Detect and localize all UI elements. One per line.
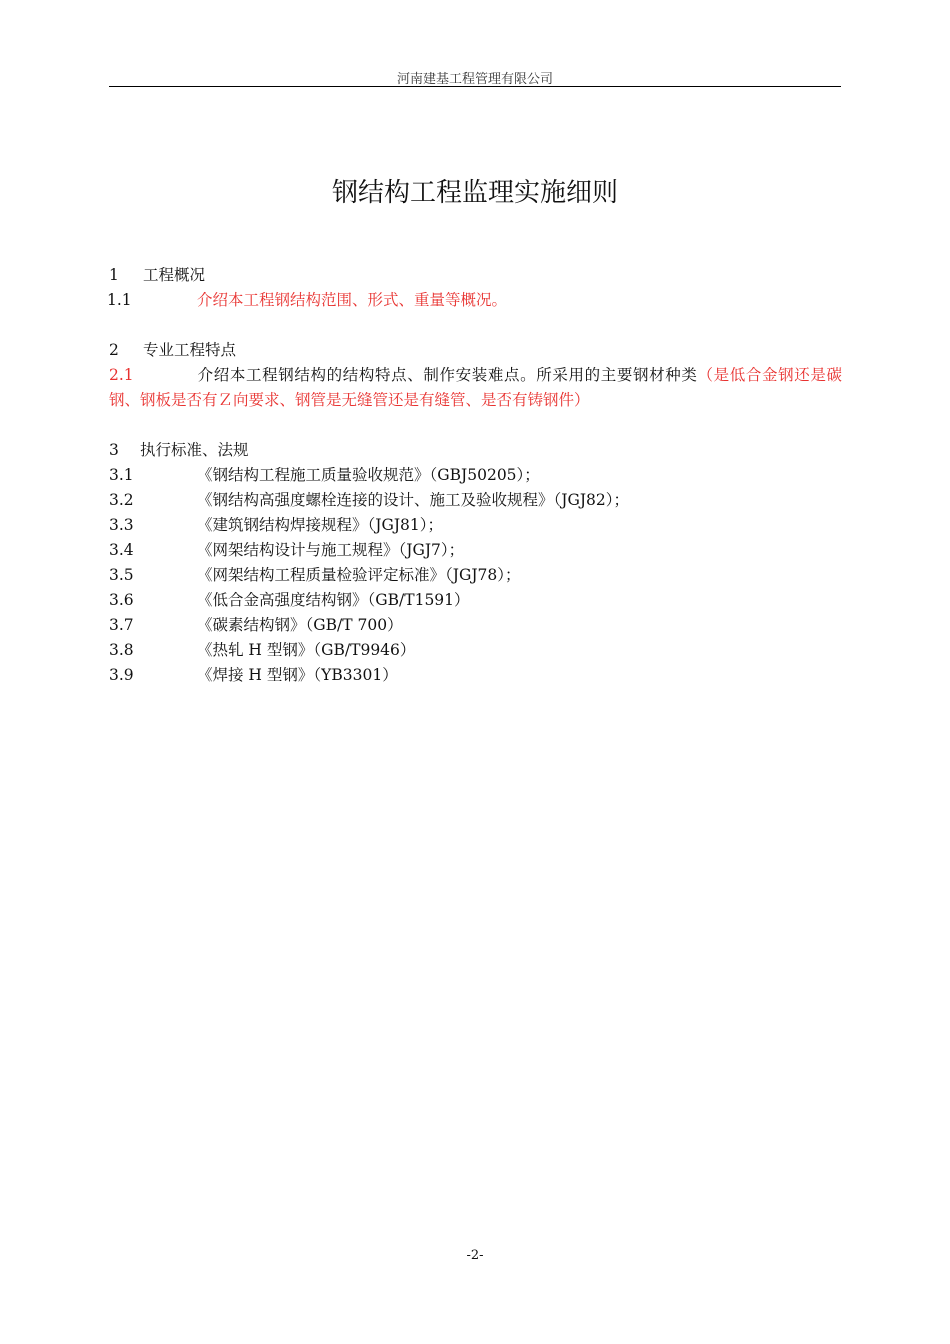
item-number: 3.2: [109, 491, 134, 509]
standard-item: [109, 488, 629, 513]
item-text: 《低合金高强度结构钢》（GB/T1591）: [197, 591, 470, 609]
standard-item: [109, 538, 464, 563]
standard-item: [109, 563, 521, 588]
item-number: 3.3: [109, 516, 134, 534]
item-number: 3.5: [109, 566, 134, 584]
item-number: 3.6: [109, 591, 134, 609]
standard-item: [109, 638, 415, 663]
item-text: 《钢结构工程施工质量验收规范》（GBJ50205）；: [197, 466, 540, 484]
standard-item: [109, 463, 540, 488]
item-2-1: [109, 363, 842, 413]
item-number: 2.1: [109, 366, 134, 384]
section-heading-3: [109, 438, 249, 463]
item-number: 3.4: [109, 541, 134, 559]
item-number: 3.9: [109, 666, 134, 684]
section-heading-2: [109, 338, 236, 363]
item-text: 《网架结构工程质量检验评定标准》（JGJ78）；: [197, 566, 521, 584]
item-text: 《热轧 H 型钢》（GB/T9946）: [197, 641, 416, 659]
item-text: 《碳素结构钢》（GB/T 700）: [197, 616, 403, 634]
standard-item: [109, 588, 470, 613]
item-text: 《网架结构设计与施工规程》（JGJ7）；: [197, 541, 465, 559]
item-number: 3.8: [109, 641, 134, 659]
item-1-1: [107, 288, 507, 313]
section-title: 工程概况: [143, 266, 206, 284]
item-text: 《建筑钢结构焊接规程》（JGJ81）；: [197, 516, 444, 534]
document-title: 钢结构工程监理实施细则: [331, 178, 618, 208]
header-divider: [109, 86, 841, 87]
item-text: 《钢结构高强度螺栓连接的设计、施工及验收规程》（JGJ82）；: [197, 491, 630, 509]
item-number: 3.1: [109, 466, 134, 484]
page-number: -2-: [466, 1248, 484, 1263]
section-title: 执行标准、法规: [140, 441, 249, 459]
standard-item: [109, 663, 398, 688]
section-number: 2: [109, 341, 119, 359]
section-number: 1: [109, 266, 119, 284]
section-title: 专业工程特点: [143, 341, 237, 359]
section-heading-1: [109, 263, 205, 288]
item-number: 3.7: [109, 616, 134, 634]
item-text: 介绍本工程钢结构的结构特点、制作安装难点。所采用的主要钢材种类: [197, 366, 698, 384]
item-number: 1.1: [107, 291, 132, 309]
item-text: 介绍本工程钢结构范围、形式、重量等概况。: [197, 291, 508, 309]
standard-item: [109, 613, 403, 638]
item-note: （是低合金钢还是碳钢、钢板是否有Ｚ向要求、钢管是无缝管还是有缝管、是否有铸钢件）: [109, 366, 842, 409]
page-header: 河南建基工程管理有限公司: [396, 72, 553, 87]
standard-item: [109, 513, 443, 538]
section-number: 3: [109, 441, 119, 459]
item-text: 《焊接 H 型钢》（YB3301）: [197, 666, 398, 684]
